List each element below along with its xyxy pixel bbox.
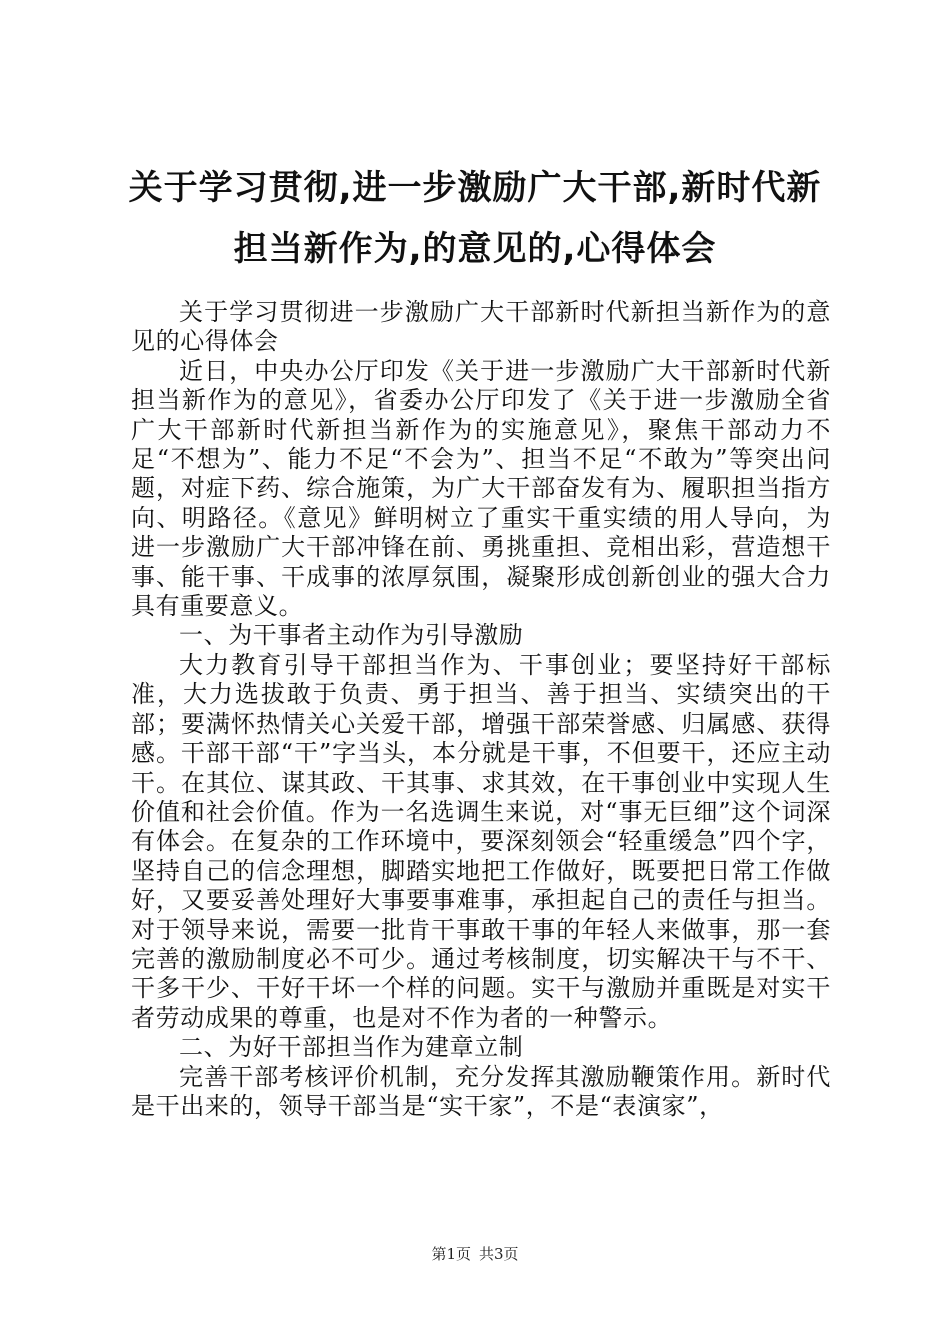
page-total: 共3页 xyxy=(479,1245,519,1263)
title-line-1: 关于学习贯彻,进一步激励广大干部,新时代新 xyxy=(128,168,822,208)
document-title xyxy=(110,158,840,280)
paragraph-section-1: 大力教育引导干部担当作为、干事创业；要坚持好干部标准，大力选拔敢于负责、勇于担当、善于担当、实绩突出的干部；要满怀热情关心关爱干部，增强干部荣誉感、归属感、获得感。干部干部“干”字当头，本分就是干事，不但要干，还应主动干。在其位、谋其政、干其事、求其效，在干事创业中实现人生价值和社会价值。作为一名选调生来说，对“事无巨细”这个词深有体会。在复杂的工作环境中，要深刻领会“轻重缓急”四个字，坚持自己的信念理想，脚踏实地把工作做好，既要把日常工作做好，又要妥善处理好大事要事难事，承担起自己的责任与担当。对于领导来说，需要一批肯干事敢干事的年轻人来做事，那一套完善的激励制度必不可少。通过考核制度，切实解决干与不干、干多干少、干好干坏一个样的问题。实干与激励并重既是对实干者劳动成果的尊重，也是对不作为者的一种警示。 xyxy=(131,650,831,1032)
document-body xyxy=(131,298,831,1121)
page-number: 第1页 xyxy=(431,1245,471,1263)
page-footer xyxy=(0,1244,950,1264)
paragraph-section-2: 完善干部考核评价机制，充分发挥其激励鞭策作用。新时代是干出来的，领导干部当是“实干家”，不是“表演家”， xyxy=(131,1062,831,1120)
paragraph-intro: 近日，中央办公厅印发《关于进一步激励广大干部新时代新担当新作为的意见》，省委办公厅印发了《关于进一步激励全省广大干部新时代新担当新作为的实施意见》，聚焦干部动力不足“不想为”、能力不足“不会为”、担当不足“不敢为”等突出问题，对症下药、综合施策，为广大干部奋发有为、履职担当指方向、明路径。《意见》鲜明树立了重实干重实绩的用人导向，为进一步激励广大干部冲锋在前、勇挑重担、竞相出彩，营造想干事、能干事、干成事的浓厚氛围，凝聚形成创新创业的强大合力具有重要意义。 xyxy=(131,356,831,621)
section-heading-2: 二、为好干部担当作为建章立制 xyxy=(179,1033,524,1062)
title-line-2: 担当新作为,的意见的,心得体会 xyxy=(233,229,717,269)
section-heading-1: 一、为干事者主动作为引导激励 xyxy=(179,621,524,650)
paragraph-subtitle: 关于学习贯彻进一步激励广大干部新时代新担当新作为的意见的心得体会 xyxy=(131,298,831,356)
